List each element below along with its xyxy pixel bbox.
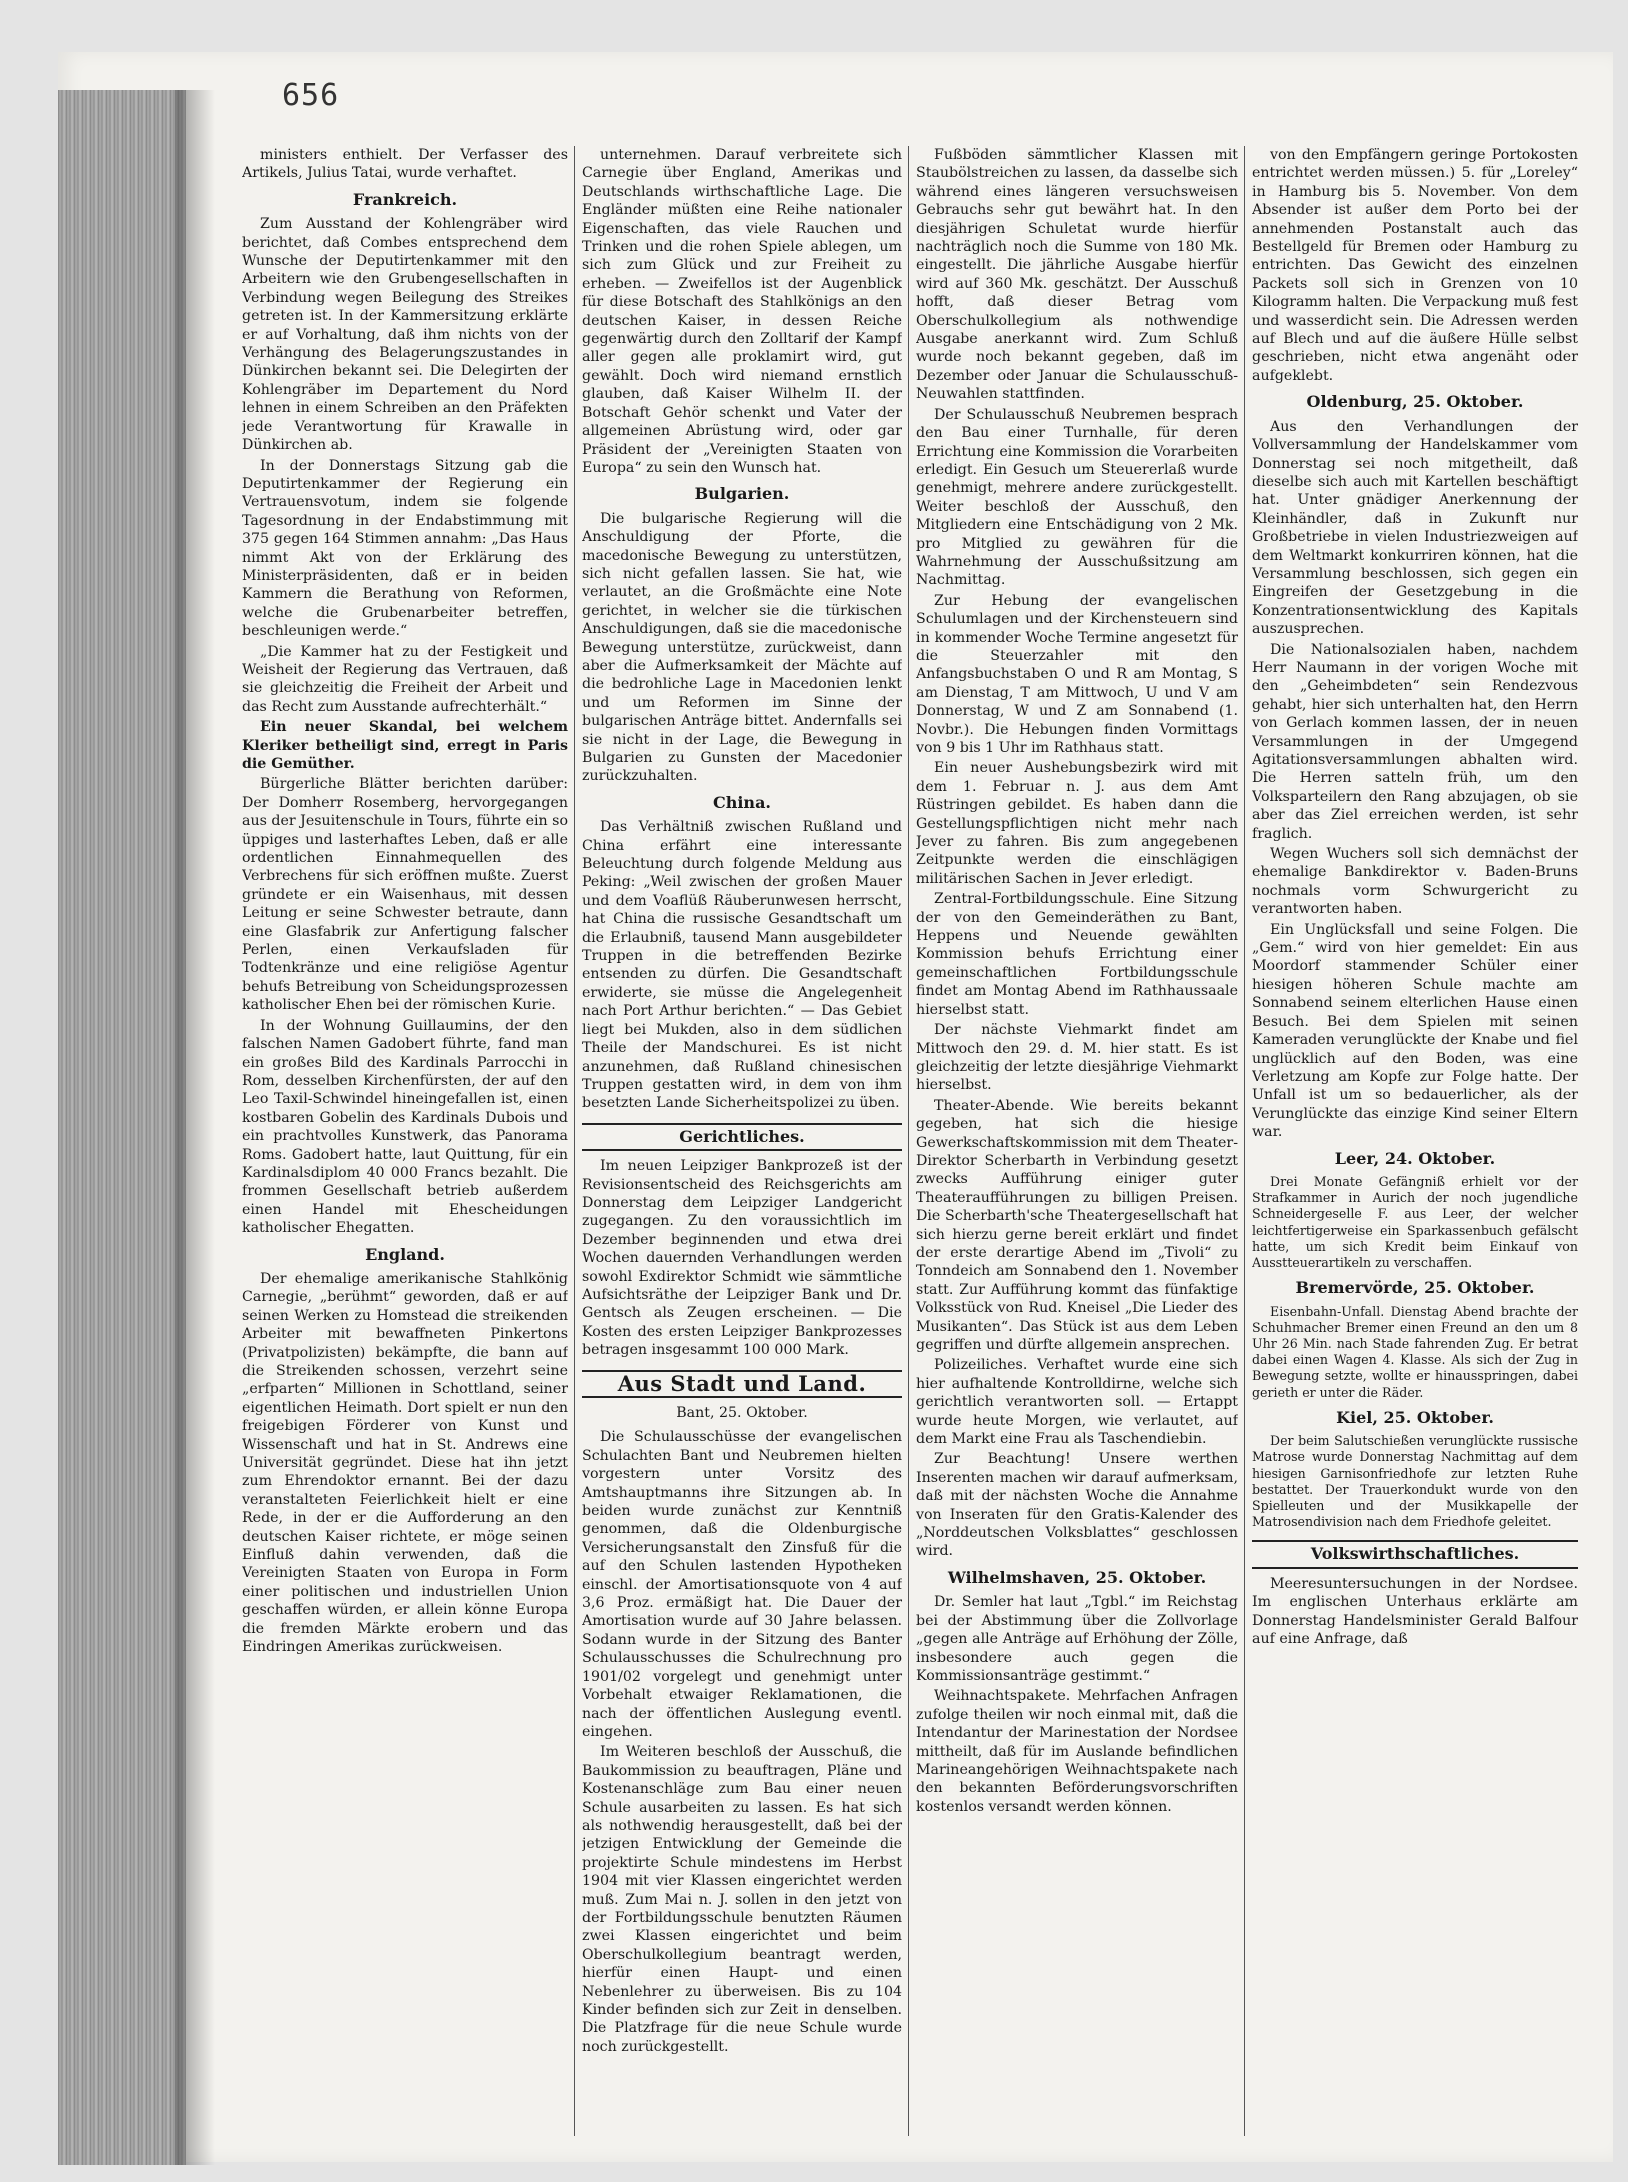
col1-skandal: Ein neuer Skandal, bei welchem Kleriker betheiligt sind, erregt in Paris die Gemüther.: [242, 719, 568, 772]
column-4: [1252, 146, 1578, 2136]
col2-p6: Im Weiteren beschloß der Ausschuß, die Baukommission zu beauftragen, Pläne und Kostenanschläge zum Bau einer neuen Schule ausarbeiten zu lassen. Es hat sich als nothwendig herausgestellt, daß bei der jetzigen Entwicklung der Gemeinde die projektirte Schule mindestens im Herbst 1904 mit vier Klassen eingerichtet werden muß. Zum Mai n. J. sollen in den jetzt von der Fortbildungsschule benutzten Räumen zwei Klassen eingerichtet und beim Oberschulkollegium beantragt werden, hierfür einen Haupt- und einen Nebenlehrer zu überweisen. Bis zu 104 Kinder befinden sich zur Zeit in denselben. Die Platzfrage für die neue Schule wurde noch zurückgestellt.: [582, 1744, 902, 2055]
heading-leer: Leer, 24. Oktober.: [1334, 1148, 1496, 1168]
heading-oldenburg: Oldenburg, 25. Oktober.: [1306, 392, 1524, 412]
column-rule-3: [1244, 146, 1245, 2136]
col1-p1: Zum Ausstand der Kohlengräber wird berichtet, daß Combes entsprechend dem Wunsche der Deputirtenkammer mit den Arbeitern wie den Grubengesellschaften in Verbindung wegen Beilegung des Streikes getreten ist. In der Kammersitzung erklärte er auf Vorhaltung, daß ihm nichts von der Verhängung des Belagerungszustandes in Dünkirchen bekannt sei. Die Delegirten der Kohlengräber im Departement du Nord lehnen in einem Schreiben an den Präfekten jede Verantwortung für Krawalle in Dünkirchen ab.: [242, 216, 568, 454]
col3-p9: Zur Beachtung! Unsere werthen Inserenten machen wir darauf aufmerksam, daß mit der nächsten Woche die Annahme von Inseraten für den Gratis-Kalender des „Norddeutschen Volksblattes“ geschlossen wird.: [916, 1451, 1238, 1560]
col3-p11: Weihnachtspakete. Mehrfachen Anfragen zufolge theilen wir noch einmal mit, daß die Intendantur der Marinestation der Nordsee mittheilt, daß für im Auslande befindlichen Marineangehörigen Weihnachtspakete nach den bekannten Beförderungsvorschriften kostenlos versandt werden können.: [916, 1688, 1238, 1815]
heading-china: China.: [712, 792, 771, 812]
col4-p4: Wegen Wuchers soll sich demnächst der ehemalige Bankdirektor v. Baden-Bruns nochmals vorm Schwurgericht zu verantworten haben.: [1252, 846, 1578, 918]
heading-volkswirthschaftliches: Volkswirthschaftliches.: [1310, 1544, 1520, 1564]
col1-p6: Der ehemalige amerikanische Stahlkönig Carnegie, „berühmt“ geworden, daß er auf seinen Werken zu Homstead die streikenden Arbeiter mit bewaffneten Pinkertons (Privatpolizisten) bekämpfte, die bann auf die Streikenden schossen, verzehrt seine „erfparten“ Millionen in Schottland, seiner eigentlichen Heimath. Dort spielt er nun den freigebigen Förderer von Kunst und Wissenschaft und hat in St. Andrews eine Universität gegründet. Diese hat ihn jetzt zum Ehrendoktor ernannt. Bei der dazu veranstalteten Feierlichkeit hielt er eine Rede, in der er die Aufforderung an den deutschen Kaiser richtete, er möge seinen Einfluß dahin verwenden, daß die Vereinigten Staaten von Europa in Form einer politischen und industriellen Union geschaffen würden, er allein könne Europa die fremden Märkte erobern und das Eindringen Amerikas zurückweisen.: [242, 1270, 568, 1656]
heading-frankreich: Frankreich.: [352, 189, 458, 209]
stadt-land-box: [582, 1370, 902, 1398]
col1-p3: „Die Kammer hat zu der Festigkeit und Weisheit der Regierung das Vertrauen, daß sie gleichzeitig die Freiheit der Arbeit und das Recht zum Ausstande aufrechterhält.“: [242, 643, 568, 715]
col4-p8: Der beim Salutschießen verunglückte russische Matrose wurde Donnerstag Nachmittag auf dem hiesigen Garnisonfriedhofe zur letzten Ruhe bestattet. Der Trauerkondukt wurde von den Spielleuten und der Musikkapelle der Matrosendivision nach dem Friedhofe geleitet.: [1252, 1433, 1578, 1530]
column-2: [582, 146, 902, 2136]
gerichtliches-box: [582, 1123, 902, 1151]
heading-wilhelmshaven: Wilhelmshaven, 25. Oktober.: [947, 1567, 1207, 1587]
volkswirthschaft-box: [1252, 1540, 1578, 1568]
col3-p1: Fußböden sämmtlicher Klassen mit Staubölstreichen zu lassen, da dasselbe sich während eines längeren versuchsweisen Gebrauchs sehr gut bewährt hat. In den diesjährigen Schuletat wurde hierfür nachträglich noch die Summe von 180 Mk. eingestellt. Die jährliche Ausgabe hierfür wird auf 360 Mk. geschätzt. Der Ausschuß hofft, daß dieser Betrag vom Oberschulkollegium als nothwendige Ausgabe anerkannt wird. Zum Schluß wurde noch bekannt gegeben, daß im Dezember oder Januar die Schulausschuß-Neuwahlen stattfinden.: [916, 147, 1238, 403]
col3-p8: Polizeiliches. Verhaftet wurde eine sich hier aufhaltende Kontrolldirne, welche sich gerichtlich verantworten soll. — Ertappt wurde heute Morgen, wie verlautet, auf dem Markt eine Frau als Taschendiebin.: [916, 1357, 1238, 1448]
col2-p3: Das Verhältniß zwischen Rußland und China erfährt eine interessante Beleuchtung durch folgende Meldung aus Peking: „Weil zwischen der großen Mauer und dem Voaflüß Räuberunwesen herrscht, hat China die russische Gesandtschaft um die Erlaubniß, tausend Mann ausgebildeter Truppen in die betreffenden Bezirke entsenden zu dürfen. Die Gesandtschaft erwiderte, sie müsse die Angelegenheit nach Port Arthur berichten.“ — Das Gebiet liegt bei Mukden, also in dem südlichen Theile der Mandschurei. Es ist nicht anzunehmen, daß Rußland chinesischen Truppen gestatten wird, in dem von ihm besetzten Lande Sicherheitspolizei zu üben.: [582, 819, 902, 1112]
col3-p6: Der nächste Viehmarkt findet am Mittwoch den 29. d. M. hier statt. Es ist gleichzeitig der letzte diesjährige Viehmarkt hierselbst.: [916, 1022, 1238, 1094]
col1-p4: Bürgerliche Blätter berichten darüber: Der Domherr Rosemberg, hervorgegangen aus der Jesuitenschule in Tours, führte ein so üppiges und lasterhaftes Leben, daß er alle ordentlichen Einnahmequellen des Verbrechens für sich eröffnen mußte. Zuerst gründete er ein Waisenhaus, mit dessen Leitung er seine Schwester betraute, dann eine Glasfabrik zur Anfertigung falscher Perlen, einen Verkaufsladen für Todtenkränze und eine religiöse Agentur behufs Betreibung von Scheidungsprozessen katholischer Ehen bei der römischen Kurie.: [242, 776, 568, 1014]
column-3: [916, 146, 1238, 2136]
spine-shadow: [175, 90, 215, 2165]
col3-p10: Dr. Semler hat laut „Tgbl.“ im Reichstag bei der Abstimmung über die Zollvorlage „gegen alle Anträge auf Erhöhung der Zölle, insbesondere auch gegen die Kommissionsanträge gestimmt.“: [916, 1594, 1238, 1684]
col2-p5: Die Schulausschüsse der evangelischen Schulachten Bant und Neubremen hielten vorgestern unter Vorsitz des Amtshauptmanns ihre Sitzungen ab. In beiden wurde zunächst zur Kenntniß genommen, daß die Oldenburgische Versicherungsanstalt den Zinsfuß für die auf den Schulen lastenden Hypotheken einschl. der Amortisationsquote von 4 auf 3,6 Proz. ermäßigt hat. Die Dauer der Amortisation wurde auf 30 Jahre belassen. Sodann wurde in der Sitzung des Banter Schulausschusses die Schulrechnung pro 1901/02 vorgelegt und genehmigt unter Vorbehalt etwaiger Reklamationen, die nach der öffentlichen Auslegung eventl. eingehen.: [582, 1429, 902, 1740]
heading-england: England.: [365, 1244, 445, 1264]
column-rule-2: [908, 146, 909, 2136]
col3-p2: Der Schulausschuß Neubremen besprach den Bau einer Turnhalle, für deren Errichtung eine Kommission die Vorarbeiten erledigt. Ein Gesuch um Steuererlaß wurde genehmigt, mehrere andere zurückgestellt. Weiter beschloß der Ausschuß, den Mitgliedern eine Entschädigung von 2 Mk. pro Mitglied zu gewähren für die Wahrnehmung der Ausschußsitzung am Nachmittag.: [916, 406, 1238, 589]
col2-p1: unternehmen. Darauf verbreitete sich Carnegie über England, Amerikas und Deutschlands wirthschaftliche Lage. Die Engländer müßten eine Reihe nationaler Eigenschaften, das viele Rauchen und Trinken und die rohen Spiele ablegen, um sich zum Glück und zur Freiheit zu erheben. — Zweifellos ist der Augenblick für diese Botschaft des Stahlkönigs an den deutschen Kaiser, in dessen Reiche gegenwärtig durch den Zolltarif der Kampf aller gegen alle proklamirt wird, gut gewählt. Doch wird niemand ernstlich glauben, daß Kaiser Wilhelm II. der Botschaft Gehör schenkt und Vater der allgemeinen Abrüstung wird, oder gar Präsident der „Vereinigten Staaten von Europa“ zu sein den Wunsch hat.: [582, 147, 902, 476]
dateline-bant: Bant, 25. Oktober.: [676, 1405, 808, 1421]
col3-p5: Zentral-Fortbildungsschule. Eine Sitzung der von den Gemeinderäthen zu Bant, Heppens und Neuende gewählten Kommission behufs Errichtung einer gemeinschaftlichen Fortbildungsschule findet am Montag Abend im Rathhaussaale hierselbst statt.: [916, 891, 1238, 1018]
col4-p7: Eisenbahn-Unfall. Dienstag Abend brachte der Schuhmacher Bremer einen Freund an den um 8 Uhr 26 Min. nach Stade fahrenden Zug. Er betrat dabei einen Wagen 4. Klasse. Als sich der Zug in Bewegung setzte, wollte er hinausspringen, dabei gerieth er unter die Räder.: [1252, 1303, 1578, 1400]
column-rule-1: [574, 146, 575, 2136]
col1-intro: ministers enthielt. Der Verfasser des Artikels, Julius Tatai, wurde verhaftet.: [242, 147, 568, 182]
col1-p5: In der Wohnung Guillaumins, der den falschen Namen Gadobert führte, fand man ein großes Bild des Kardinals Parrocchi in Rom, desselben Kirchenfürsten, der auf den Leo Taxil-Schwindel hineingefallen ist, einen kostbaren Gobelin des Kardinals Dubois und ein prachtvolles Kunstwerk, das Panorama Roms. Gadobert hatte, laut Quittung, für ein Kardinalsdiplom 40 000 Francs bezahlt. Die frommen Gesellschaft betrieb außerdem einen Handel mit Ehescheidungen katholischer Ehegatten.: [242, 1017, 568, 1237]
col4-p2: Aus den Verhandlungen der Vollversammlung der Handelskammer vom Donnerstag sei noch mitgetheilt, daß dieselbe sich auch mit Kartellen beschäftigt hat. Unter gnädiger Anerkennung der Kleinhändler, daß in Zukunft nur Großbetriebe in vielen Industriezweigen auf dem Weltmarkt konkurriren können, hat die Versammlung beschlossen, sich gegen ein Eingreifen der Gesetzgebung in die Konzentrationsentwicklung des Kapitals auszusprechen.: [1252, 418, 1578, 638]
col1-p2: In der Donnerstags Sitzung gab die Deputirtenkammer der Regierung ein Vertrauensvotum, indem sie folgende Tagesordnung in der Endabstimmung mit 375 gegen 164 Stimmen annahm: „Das Haus nimmt Akt von der Erklärung des Ministerpräsidenten, daß er in beiden Kammern die Berathung von Reformen, welche die Grubenarbeiter betreffen, beschleunigen werde.“: [242, 457, 568, 640]
page-number: 656: [282, 78, 340, 113]
col4-p5: Ein Unglücksfall und seine Folgen. Die „Gem.“ wird von hier gemeldet: Ein aus Moordorf stammender Schüler einer hiesigen höheren Schule machte am Sonnabend seinem elterlichen Hause einen Besuch. Bei dem Spielen mit seinen Kameraden verunglückte der Knabe und fiel unglücklich auf den Boden, was eine Verletzung am Kopfe zur Folge hatte. Der Unfall ist um so bedauerlicher, als der Verunglückte das einzige Kind seiner Eltern war.: [1252, 921, 1578, 1141]
heading-kiel: Kiel, 25. Oktober.: [1336, 1407, 1494, 1427]
heading-stadt-und-land: Aus Stadt und Land.: [617, 1370, 867, 1396]
col4-p3: Die Nationalsozialen haben, nachdem Herr Naumann in der vorigen Woche mit den „Geheimbdeten“ sein Rendezvous gehabt, hier sich unterhalten hat, den Herrn von Gerlach kommen lassen, der in neuen Versammlungen in der Umgegend Agitationsversammlungen abhalten wird. Die Herren satteln früh, um den Volksparteilern den Rang abzujagen, ob sie aber das Ziel erreichen werden, ist sehr fraglich.: [1252, 641, 1578, 842]
column-1: [242, 146, 568, 2136]
col4-p9: Meeresuntersuchungen in der Nordsee. Im englischen Unterhaus erklärte am Donnerstag Handelsminister Gerald Balfour auf eine Anfrage, daß: [1252, 1575, 1578, 1648]
col3-p7: Theater-Abende. Wie bereits bekannt gegeben, hat sich die hiesige Gewerkschaftskommission mit dem Theater-Direktor Scherbarth in Verbindung gesetzt zwecks Aufführung einiger guter Theateraufführungen zu billigen Preisen. Die Scherbarth'sche Theatergesellschaft hat sich hierzu gerne bereit erklärt und findet der erste derartige Abend im „Tivoli“ zu Tonndeich am Sonnabend den 1. November statt. Zur Aufführung kommt das fünfaktige Volksstück von Rud. Kneisel „Die Lieder des Musikanten“. Das Stück ist aus dem Leben gegriffen und dürfte allgemein ansprechen.: [916, 1097, 1238, 1353]
col4-p1: von den Empfängern geringe Portokosten entrichtet werden müssen.) 5. für „Loreley“ in Hamburg bis 5. November. Von dem Absender ist außer dem Porto bei der annehmenden Postanstalt auch das Bestellgeld für Bremen oder Hamburg zu entrichten. Das Gewicht des einzelnen Packets soll sich in Grenzen von 10 Kilogramm halten. Die Verpackung muß fest und wasserdicht sein. Die Adressen werden auf Blech und auf die äußere Hülle selbst geschrieben, nicht etwa angenäht oder aufgeklebt.: [1252, 147, 1578, 384]
heading-bulgarien: Bulgarien.: [694, 484, 790, 504]
book-spine: [58, 90, 186, 2165]
heading-bremervoerde: Bremervörde, 25. Oktober.: [1295, 1278, 1535, 1298]
col4-p6: Drei Monate Gefängniß erhielt vor der Strafkammer in Aurich der noch jugendliche Schneidergeselle F. aus Leer, der welcher leichtfertigerweise ein Sparkassenbuch gefälscht hatte, um sich Kredit beim Einkauf von Ausstteuerartikeln zu verschaffen.: [1252, 1173, 1578, 1270]
col2-p2: Die bulgarische Regierung will die Anschuldigung der Pforte, die macedonische Bewegung zu unterstützen, sich nicht gefallen lassen. Sie hat, wie verlautet, an die Großmächte eine Note gerichtet, in welcher sie die türkischen Anschuldigungen, daß sie die macedonische Bewegung unterstütze, zurückweist, dann aber die Aufmerksamkeit der Mächte auf die bedrohliche Lage in Macedonien lenkt und um Reformen im Sinne der bulgarischen Anträge bittet. Andernfalls sei sie nicht in der Lage, die Bewegung in Bulgarien zu Gunsten der Macedonier zurückzuhalten.: [582, 510, 902, 785]
heading-gerichtliches: Gerichtliches.: [679, 1126, 805, 1146]
col3-p4: Ein neuer Aushebungsbezirk wird mit dem 1. Februar n. J. aus dem Amt Rüstringen gebildet. Es haben dann die Gestellungspflichtigen nicht mehr nach Jever zu fahren. Bis zum angegebenen Zeitpunkte werden die einschlägigen militärischen Sachen in Jever erledigt.: [916, 760, 1238, 887]
col2-p4: Im neuen Leipziger Bankprozeß ist der Revisionsentscheid des Reichsgerichts am Donnerstag dem Leipziger Landgericht zugegangen. Zu den voraussichtlich im Dezember beginnenden und etwa drei Wochen dauernden Verhandlungen werden sowohl Exdirektor Schmidt wie sämmtliche Aufsichtsräthe der Leipziger Bank und Dr. Gentsch als Zeugen erscheinen. — Die Kosten des ersten Leipziger Bankprozesses betragen insgesammt 100 000 Mark.: [582, 1158, 902, 1359]
col3-p3: Zur Hebung der evangelischen Schulumlagen und der Kirchensteuern sind in kommender Woche Termine angesetzt für die Steuerzahler mit den Anfangsbuchstaben O und R am Montag, S am Dienstag, T am Mittwoch, U und V am Donnerstag, W und Z am Sonnabend (1. Novbr.). Die Hebungen finden Vormittags von 9 bis 1 Uhr im Rathhaus statt.: [916, 592, 1238, 756]
